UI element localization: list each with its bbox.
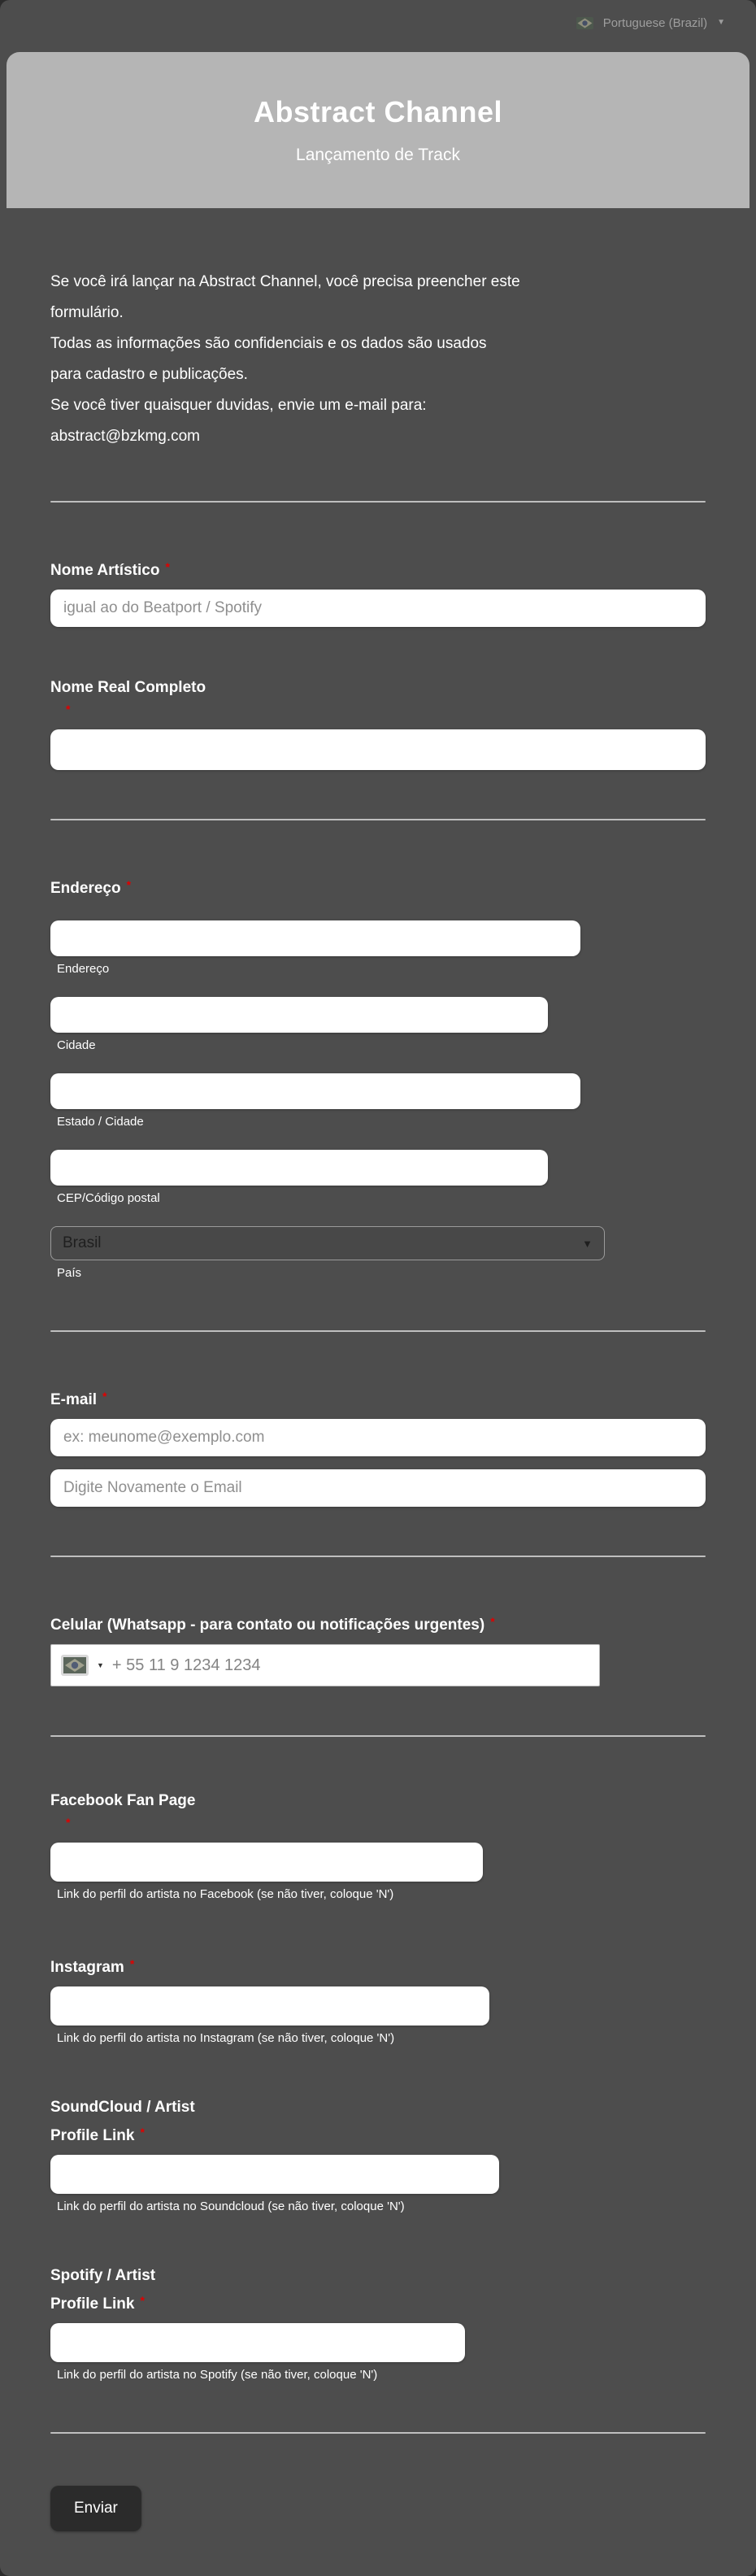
real-name-label-line xyxy=(50,676,706,700)
artistic-name-label-line xyxy=(50,555,706,583)
address-row xyxy=(50,1150,706,1207)
email-label xyxy=(50,1384,706,1412)
brazil-flag-icon xyxy=(63,1657,86,1673)
submit-button[interactable]: Enviar xyxy=(50,2486,141,2531)
phone-label xyxy=(50,1609,706,1638)
intro-text-line: abstract@bzkmg.com xyxy=(50,428,201,445)
address-row xyxy=(50,920,706,977)
spotify-label xyxy=(50,2264,706,2317)
address-sublabel-4: CEP/Código postal xyxy=(57,1191,160,1205)
field-facebook xyxy=(50,1789,706,1903)
soundcloud-sublabel: Link do perfil do artista no Soundcloud (se não tiver, coloque 'N') xyxy=(57,2200,405,2213)
required-asterisk-line xyxy=(60,700,706,723)
required-asterisk: * xyxy=(165,560,170,573)
instagram-label-text: Instagram xyxy=(50,1959,124,1976)
form-title: Abstract Channel xyxy=(253,95,503,128)
spotify-label-text: Profile Link xyxy=(50,2295,135,2313)
form-body xyxy=(0,267,756,2531)
phone-input[interactable] xyxy=(112,1656,589,1675)
address-input-1[interactable] xyxy=(50,920,580,956)
intro-text-line: Todas as informações são confidenciais e os dados são usados xyxy=(50,335,487,352)
address-label xyxy=(50,872,706,901)
soundcloud-label xyxy=(50,2095,706,2148)
soundcloud-label-line xyxy=(50,2095,706,2120)
soundcloud-label-text: SoundCloud / Artist xyxy=(50,2099,195,2116)
field-soundcloud xyxy=(50,2095,706,2215)
country-select[interactable] xyxy=(50,1226,605,1260)
intro-text-line: para cadastro e publicações. xyxy=(50,366,248,383)
field-artistic-name xyxy=(50,555,706,627)
field-address xyxy=(50,872,706,1281)
field-spotify xyxy=(50,2264,706,2383)
email-input-1[interactable] xyxy=(50,1419,706,1456)
required-asterisk: * xyxy=(126,878,132,891)
artistic-name-label-text: Nome Artístico xyxy=(50,562,160,579)
section-divider xyxy=(50,2432,706,2434)
address-row xyxy=(50,1226,706,1281)
section-divider xyxy=(50,1735,706,1737)
intro-text-line: formulário. xyxy=(50,304,124,321)
intro-text-line: Se você tiver quaisquer duvidas, envie um e-mail para: xyxy=(50,397,427,414)
form-header xyxy=(7,52,749,208)
address-label-text: Endereço xyxy=(50,880,121,897)
soundcloud-input[interactable] xyxy=(50,2155,499,2194)
phone-input-box xyxy=(50,1644,600,1686)
required-asterisk: * xyxy=(66,703,71,716)
address-sublabel-5: País xyxy=(57,1266,82,1280)
field-instagram xyxy=(50,1952,706,2047)
spotify-input[interactable] xyxy=(50,2323,465,2362)
required-asterisk: * xyxy=(490,1615,495,1628)
instagram-sublabel: Link do perfil do artista no Instagram (se não tiver, coloque 'N') xyxy=(57,2031,395,2045)
facebook-label xyxy=(50,1789,706,1836)
instagram-label-line xyxy=(50,1952,706,1980)
brazil-flag-icon xyxy=(576,17,593,29)
chevron-down-icon: ▼ xyxy=(717,18,725,27)
phone-label-text: Celular (Whatsapp - para contato ou notificações urgentes) xyxy=(50,1617,485,1634)
instagram-input[interactable] xyxy=(50,1986,489,2026)
field-real-name xyxy=(50,676,706,770)
address-sublabel-1: Endereço xyxy=(57,962,110,976)
facebook-sublabel: Link do perfil do artista no Facebook (se não tiver, coloque 'N') xyxy=(57,1887,394,1901)
address-input-4[interactable] xyxy=(50,1150,548,1186)
artistic-name-input[interactable] xyxy=(50,590,706,627)
real-name-input[interactable] xyxy=(50,729,706,770)
required-asterisk: * xyxy=(140,2294,145,2307)
address-row xyxy=(50,997,706,1054)
phone-country-selector[interactable] xyxy=(61,1655,89,1676)
phone-label-line xyxy=(50,1609,706,1638)
soundcloud-label-line xyxy=(50,2120,706,2148)
spotify-sublabel: Link do perfil do artista no Spotify (se não tiver, coloque 'N') xyxy=(57,2368,378,2382)
required-asterisk: * xyxy=(129,1957,135,1970)
field-email xyxy=(50,1384,706,1507)
artistic-name-label xyxy=(50,555,706,583)
section-divider xyxy=(50,1556,706,1557)
email-label-line xyxy=(50,1384,706,1412)
email-label-text: E-mail xyxy=(50,1391,98,1408)
address-sublabel-3: Estado / Cidade xyxy=(57,1115,144,1129)
address-row xyxy=(50,1073,706,1130)
required-asterisk: * xyxy=(102,1390,107,1403)
spotify-label-line xyxy=(50,2288,706,2317)
address-label-line xyxy=(50,872,706,901)
required-asterisk-line xyxy=(60,1813,706,1836)
intro-text-line: Se você irá lançar na Abstract Channel, você precisa preencher este xyxy=(50,273,520,290)
language-label: Portuguese (Brazil) xyxy=(602,15,708,30)
language-selector[interactable] xyxy=(576,16,725,30)
required-asterisk: * xyxy=(140,2126,145,2139)
intro-text xyxy=(50,267,706,452)
section-divider xyxy=(50,819,706,820)
required-asterisk: * xyxy=(66,1816,71,1829)
chevron-down-icon[interactable]: ▼ xyxy=(97,1660,104,1669)
spotify-label-line xyxy=(50,2264,706,2288)
facebook-label-text: Facebook Fan Page xyxy=(50,1792,196,1809)
spotify-label-text: Spotify / Artist xyxy=(50,2267,156,2284)
address-input-2[interactable] xyxy=(50,997,548,1033)
address-input-3[interactable] xyxy=(50,1073,580,1109)
country-select-value: Brasil xyxy=(63,1234,102,1251)
section-divider xyxy=(50,501,706,503)
facebook-input[interactable] xyxy=(50,1843,483,1882)
facebook-label-line xyxy=(50,1789,706,1813)
real-name-label-text: Nome Real Completo xyxy=(50,679,206,696)
topbar xyxy=(0,0,756,46)
form-subtitle: Lançamento de Track xyxy=(296,146,460,164)
field-phone xyxy=(50,1609,706,1686)
email-input-2[interactable] xyxy=(50,1469,706,1507)
section-divider xyxy=(50,1330,706,1332)
instagram-label xyxy=(50,1952,706,1980)
soundcloud-label-text: Profile Link xyxy=(50,2127,135,2144)
address-sublabel-2: Cidade xyxy=(57,1038,96,1052)
real-name-label xyxy=(50,676,706,723)
chevron-down-icon: ▼ xyxy=(582,1237,593,1250)
